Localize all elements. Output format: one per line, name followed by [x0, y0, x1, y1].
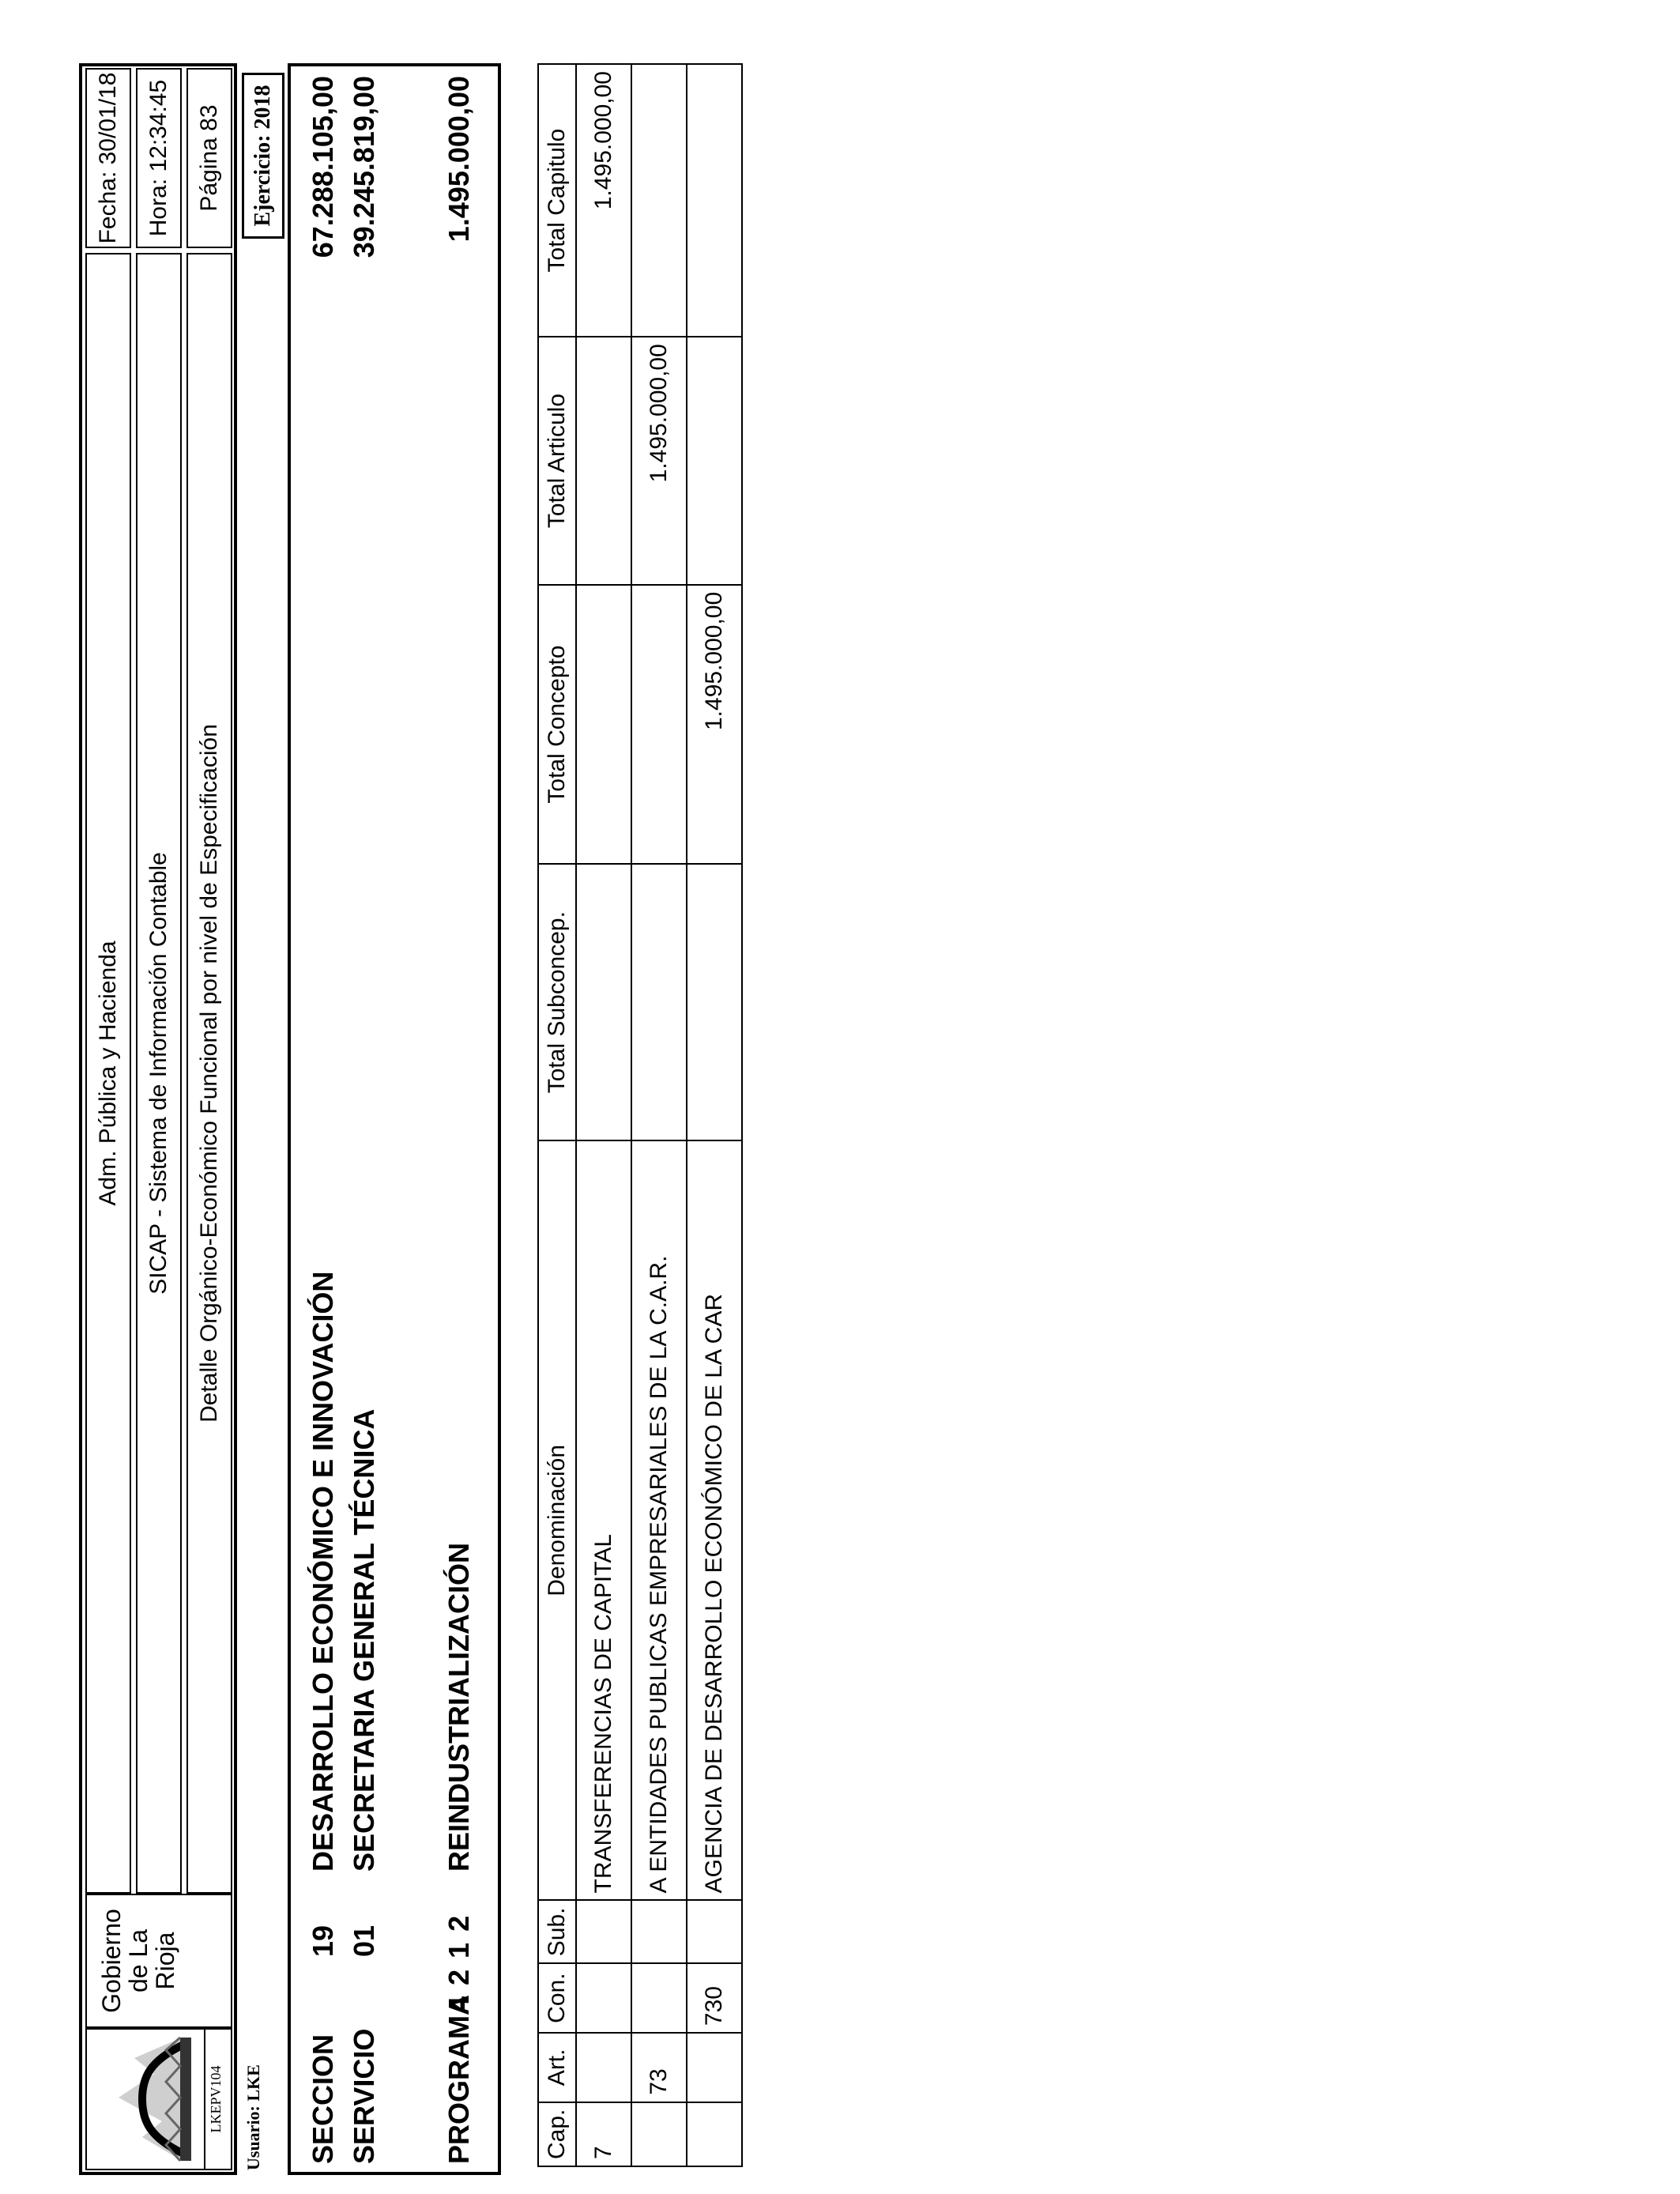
title-cell-2 — [136, 253, 182, 1894]
cell-art: 73 — [631, 2033, 687, 2102]
cell-total-articulo: 1.495.000,00 — [631, 337, 687, 585]
cell-total-capitulo — [687, 64, 742, 337]
cell-art — [576, 2033, 631, 2102]
cell-con — [631, 1963, 687, 2033]
cell-denominacion: AGENCIA DE DESARROLLO ECONÓMICO DE LA CAR — [687, 1140, 742, 1900]
cell-total-concepto — [631, 585, 687, 864]
programa-label: PROGRAMA — [443, 1995, 475, 2164]
programa-code: 4 2 1 2 — [443, 1913, 475, 2012]
cell-sub — [631, 1901, 687, 1964]
usuario-label: Usuario: LKE — [243, 2064, 263, 2170]
seccion-label: SECCION — [307, 2034, 339, 2164]
title-cell-3 — [186, 253, 232, 1894]
servicio-name: SECRETARIA GENERAL TÉCNICA — [348, 1408, 380, 1872]
table-header-row — [538, 64, 576, 2166]
col-header-total-articulo: Total Articulo — [538, 337, 576, 585]
cell-con: 730 — [687, 1963, 742, 2033]
cell-total-subconcep — [631, 864, 687, 1140]
date-cell — [85, 68, 131, 248]
org-name-cell — [85, 1894, 232, 2028]
cell-cap — [631, 2102, 687, 2166]
col-header-sub: Sub. — [538, 1901, 576, 1964]
title-cell-1 — [85, 253, 131, 1894]
seccion-total: 67.288.105,00 — [307, 76, 339, 258]
cell-total-subconcep — [687, 864, 742, 1140]
servicio-label: SERVICIO — [348, 2028, 380, 2164]
ejercicio-box: Ejercicio: 2018 — [242, 73, 284, 239]
cell-total-capitulo — [631, 64, 687, 337]
servicio-total: 39.245.819,00 — [348, 76, 380, 258]
seccion-name: DESARROLLO ECONÓMICO E INNOVACIÓN — [307, 1271, 339, 1872]
cell-sub — [576, 1901, 631, 1964]
cell-total-articulo — [576, 337, 631, 585]
page-cell — [186, 68, 232, 248]
cell-con — [576, 1963, 631, 2033]
org-name-line3: Rioja — [151, 1932, 179, 1990]
logo-cell — [85, 2028, 232, 2170]
col-header-total-concepto: Total Concepto — [538, 585, 576, 864]
seccion-code: 19 — [307, 1924, 339, 1957]
cell-cap — [687, 2102, 742, 2166]
cell-denominacion: TRANSFERENCIAS DE CAPITAL — [576, 1140, 631, 1900]
programa-name: REINDUSTRIALIZACIÓN — [443, 1543, 475, 1872]
cell-sub — [687, 1901, 742, 1964]
detail-table — [537, 63, 743, 2167]
cell-total-subconcep — [576, 864, 631, 1140]
col-header-cap: Cap. — [538, 2102, 576, 2166]
government-logo-icon — [87, 2030, 205, 2169]
cell-art — [687, 2033, 742, 2102]
table-row — [687, 64, 742, 2166]
cell-cap: 7 — [576, 2102, 631, 2166]
col-header-con: Con. — [538, 1963, 576, 2033]
header-title-3: Detalle Orgánico-Económico Funcional por nivel de Especificación — [196, 724, 222, 1423]
table-row — [576, 64, 631, 2166]
table-row — [631, 64, 687, 2166]
programa-total: 1.495.000,00 — [443, 76, 475, 243]
org-name-line1: Gobierno — [97, 1909, 126, 2013]
col-header-denominacion: Denominación — [538, 1140, 576, 1900]
col-header-art: Art. — [538, 2033, 576, 2102]
cell-total-capitulo: 1.495.000,00 — [576, 64, 631, 337]
header-date: Fecha: 30/01/18 — [95, 72, 121, 244]
header-page-number: Página 83 — [196, 104, 222, 212]
cell-total-articulo — [687, 337, 742, 585]
header-title-2: SICAP - Sistema de Información Contable — [145, 852, 171, 1295]
report-code: LKEPV104 — [204, 2030, 226, 2169]
header-title-1: Adm. Pública y Hacienda — [95, 941, 121, 1206]
org-name-line2: de La — [124, 1928, 153, 1993]
col-header-total-capitulo: Total Capitulo — [538, 64, 576, 337]
time-cell — [136, 68, 182, 248]
col-header-total-subconcep: Total Subconcep. — [538, 864, 576, 1140]
cell-total-concepto — [576, 585, 631, 864]
cell-total-concepto: 1.495.000,00 — [687, 585, 742, 864]
header-time: Hora: 12:34:45 — [145, 79, 171, 237]
cell-denominacion: A ENTIDADES PUBLICAS EMPRESARIALES DE LA C.A.R. — [631, 1140, 687, 1900]
servicio-code: 01 — [348, 1924, 380, 1957]
